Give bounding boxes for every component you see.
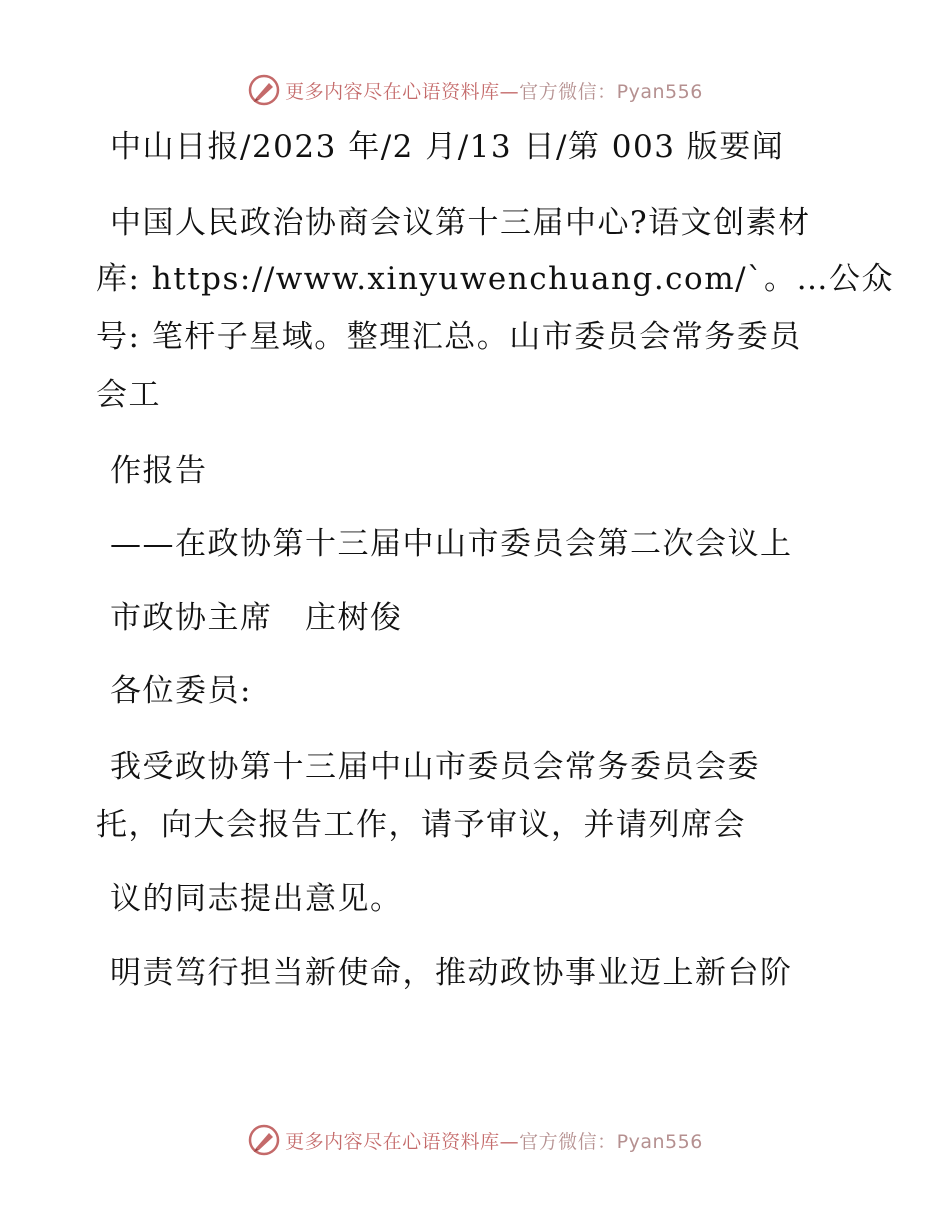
header-watermark — [0, 70, 950, 110]
doc-line-para2: 托，向大会报告工作，请予审议，并请列席会 — [96, 807, 746, 843]
doc-line-1: 中国人民政治协商会议第十三届中心?语文创素材 — [110, 205, 811, 241]
doc-line-2: 库: https://www.xinyuwenchuang.com/`。…公众 — [96, 261, 895, 297]
watermark-text — [285, 77, 703, 104]
doc-line-para1: 我受政协第十三届中山市委员会常务委员会委 — [110, 749, 760, 785]
doc-line-4: 会工 — [96, 377, 161, 413]
doc-line-author: 市政协主席 庄树俊 — [110, 600, 403, 636]
doc-line-salutation: 各位委员: — [110, 673, 252, 709]
doc-line-3: 号: 笔杆子星域。整理汇总。山市委员会常务委员 — [96, 319, 802, 355]
doc-line-title: 作报告 — [110, 453, 208, 489]
watermark-main: 更多内容尽在心语资料库— — [285, 1130, 520, 1153]
watermark-text — [285, 1127, 703, 1154]
watermark-sub: 官方微信：Pyan556 — [519, 80, 703, 103]
watermark-sub: 官方微信：Pyan556 — [519, 1130, 703, 1153]
pen-nib-logo-icon — [247, 1123, 281, 1157]
watermark-main: 更多内容尽在心语资料库— — [285, 80, 520, 103]
footer-watermark — [0, 1120, 950, 1160]
pen-nib-logo-icon — [247, 73, 281, 107]
doc-line-source: 中山日报/2023 年/2 月/13 日/第 003 版要闻 — [110, 129, 785, 165]
doc-line-subtitle: ——在政协第十三届中山市委员会第二次会议上 — [110, 526, 793, 562]
doc-line-para3: 议的同志提出意见。 — [110, 881, 403, 917]
doc-line-heading: 明责笃行担当新使命，推动政协事业迈上新台阶 — [110, 955, 793, 991]
